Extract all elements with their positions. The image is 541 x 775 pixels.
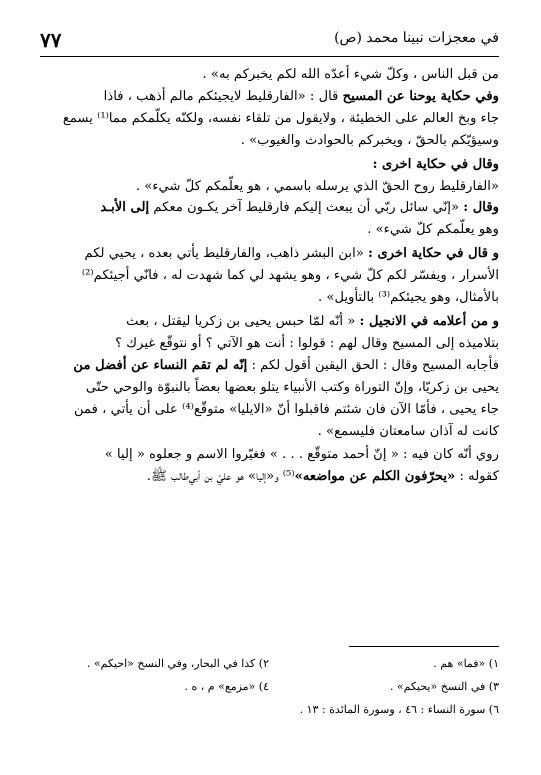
text-line: كقوله : «يحرّفون الكلم عن مواضعه»⁽⁵⁾ و«إليا» هو عليّ بن أبي‌طالب ﷺ. — [146, 469, 499, 485]
footnote-row — [40, 698, 499, 721]
text-line: وقال : «إنّي سائل ربّي أن يبعث إليكم فارقليط آخر يكـون معكم إلى الأبـد — [100, 200, 499, 216]
text-line: يحيى بن زكريّا، وإنّ التوراة وكتب الأنبياء يتلو بعضها بعضاً بالنبوّة والوحي حتّى — [85, 379, 499, 395]
text-line: الأسرار ، ويفسّر لكم كلّ شيء ، وهو يشهد لي كما شهدت له ، فانّي أجيئكم⁽²⁾ — [81, 268, 499, 284]
section-heading: و قال في حكاية اخرى : — [368, 246, 499, 262]
footnote-6: ٦) سورة النساء : ٤٦ ، وسورة المائدة : ١٣ . — [299, 703, 499, 716]
running-header — [40, 28, 499, 52]
quran-quote: «يحرّفون الكلم عن مواضعه» — [294, 469, 456, 485]
footnote-row — [40, 675, 499, 698]
text-line: جاء وبخ العالم على الخطيئة ، ولايقول من تلقاء نفسه، ولكنّه يكلّمكم مما⁽¹⁾ يسمع — [62, 110, 499, 126]
main-text — [40, 64, 499, 488]
text-line: بتلاميذه إلى المسيح وقال لهم : قولوا : أنت هو الآتي ؟ أو نتوقّع غيرك ؟ — [115, 335, 499, 351]
text-line: فأجابه المسيح وقال : الحق اليقين أقول لكم : إنّه لم تقم النساء عن أفضل من — [73, 357, 499, 373]
text-line: بالأمثال، وهو يجيئكم⁽³⁾ بالتأويل» . — [318, 290, 499, 306]
text-line: من قبل الناس ، وكلّ شيء أعدّه الله لكم يخبركم به» . — [202, 67, 499, 82]
section-heading: وقال في حكاية اخرى : — [372, 156, 499, 172]
text-line: وفي حكاية يوحنا عن المسيح قال : «الفارقليط لايجيئكم مالم أذهب ، فاذا — [103, 88, 499, 104]
page-number: ٧٧ — [40, 28, 62, 52]
text-line — [40, 154, 499, 176]
footnote-4: ٤) «مزمع» م ، ه . — [184, 680, 269, 693]
footnote-rule — [349, 646, 499, 647]
text-line: و من أعلامه في الانجيل : « أنّه لمّا حبس يحيى بن زكريا ليقتل ، بعث — [126, 313, 499, 329]
section-heading: وفي حكاية يوحنا عن المسيح — [342, 88, 499, 104]
text-line: وهو يعلّمكم كلّ شيء» . — [367, 222, 499, 238]
footnote-1: ١) «فما» هم . — [433, 657, 499, 670]
footnote-row — [40, 652, 499, 675]
text-line: وسيؤيّكم بالحقّ ، ويخبركم بالحوادث والغيوب» . — [240, 132, 499, 148]
running-title: في معجزات نبينا محمد (ص) — [334, 30, 499, 46]
footnote-2: ٢) كذا في البحار، وفي النسخ «احيكم» . — [86, 657, 269, 670]
text-line: و قال في حكاية اخرى : «ابن البشر ذاهب، والفارقليط يأتي بعده ، يحيي لكم — [84, 246, 499, 262]
section-heading: وقال : — [463, 200, 499, 216]
footnote-3: ٣) في النسخ «يحيكم» . — [389, 680, 499, 693]
text-line: «الفارقليط روح الحقّ الذي يرسله باسمي ، هو يعلّمكم كلّ شيء» . — [135, 178, 499, 194]
text-line: كانت له آذان سامعتان فليسمع» . — [317, 423, 499, 439]
header-rule — [40, 56, 499, 57]
text-line: روي أنّه كان فيه : « إنّ أحمد متوقّع . . . » فغيّروا الاسم و جعلوه « إليا » — [104, 447, 499, 463]
text-line: جاء يحيى ، فأمّا الآن فان شئتم فاقبلوا أنّ «الايليا» متوقّع⁽⁴⁾ على أن يأتي ، فمن — [74, 401, 499, 417]
section-heading: و من أعلامه في الانجيل : — [359, 313, 499, 329]
footnotes — [40, 652, 499, 721]
